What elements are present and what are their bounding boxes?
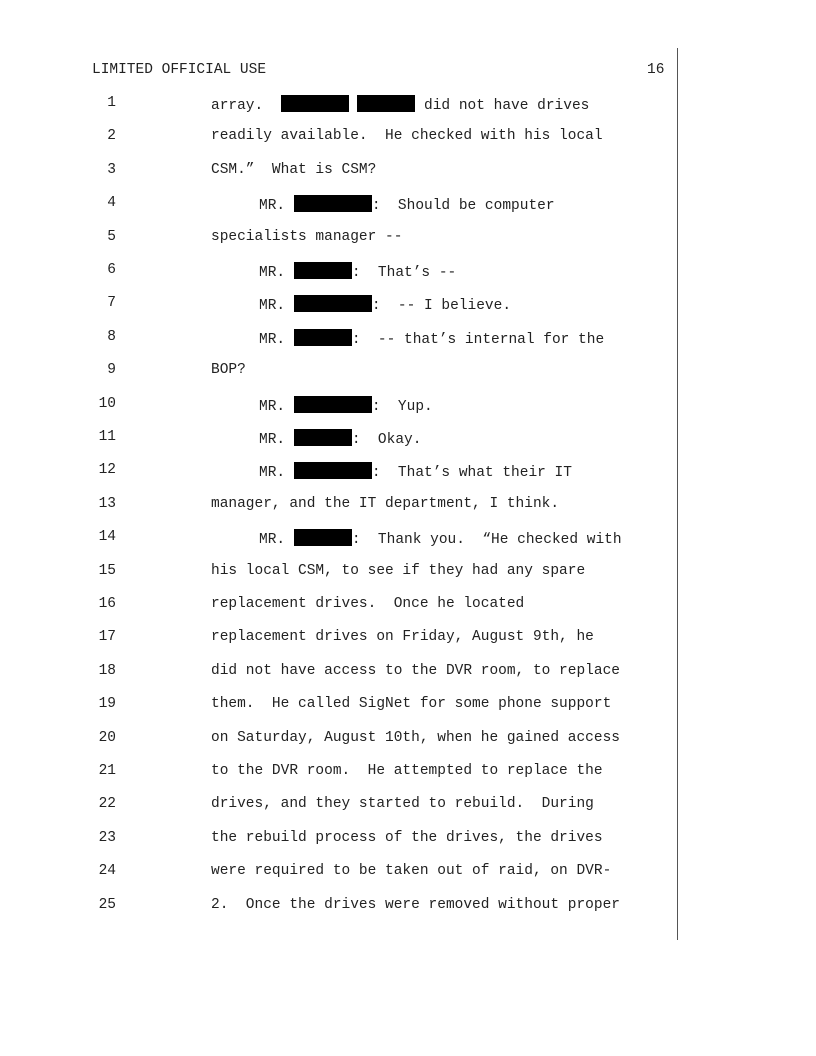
transcript-line — [0, 128, 816, 150]
line-text — [211, 596, 524, 612]
line-text — [211, 128, 603, 144]
transcript-line — [0, 362, 816, 384]
line-text-segment: did not have access to the DVR room, to replace — [211, 662, 620, 679]
line-text — [259, 462, 572, 481]
line-text — [211, 663, 620, 679]
line-text-segment: them. He called SigNet for some phone support — [211, 696, 612, 713]
line-text-segment: : Okay. — [351, 432, 422, 448]
transcript-line — [0, 295, 816, 317]
line-text — [211, 563, 585, 579]
transcript-line — [0, 696, 816, 718]
transcript-line — [0, 229, 816, 251]
line-text-segment: the rebuild process of the drives, the drives — [211, 829, 603, 846]
line-text-segment: : Yup. — [371, 398, 433, 415]
line-text-segment: to the DVR room. He attempted to replace the — [211, 763, 603, 779]
line-text-segment: readily available. He checked with his local — [211, 128, 603, 145]
line-text-segment: : Thank you. “He checked with — [351, 532, 622, 549]
line-text-segment: array. — [211, 98, 281, 114]
line-text-segment: : That’s what their IT — [371, 465, 572, 482]
line-text-segment: manager, and the IT department, I think. — [211, 495, 560, 512]
line-text — [259, 295, 511, 314]
transcript-line — [0, 529, 816, 551]
line-text-segment: : Should be computer — [371, 198, 555, 215]
line-text — [211, 95, 589, 114]
redaction-box — [294, 429, 352, 446]
line-number: 17 — [98, 629, 116, 646]
line-number: 20 — [98, 729, 116, 746]
redaction-box — [294, 462, 372, 479]
line-text — [211, 796, 594, 812]
line-text — [211, 362, 246, 378]
transcript-line — [0, 830, 816, 852]
redaction-box — [294, 529, 352, 546]
line-text-segment: MR. — [259, 198, 294, 215]
line-number: 15 — [98, 562, 116, 579]
redaction-box — [294, 262, 352, 279]
line-text — [259, 195, 555, 214]
line-text-segment — [349, 98, 358, 114]
line-text-segment: MR. — [259, 298, 294, 315]
transcript-line — [0, 863, 816, 885]
redaction-box — [357, 95, 415, 112]
line-number: 12 — [98, 462, 116, 479]
line-text — [259, 396, 433, 415]
transcript-line — [0, 396, 816, 418]
transcript-line — [0, 897, 816, 919]
line-number: 4 — [107, 195, 116, 212]
line-text-segment: : -- I believe. — [371, 298, 512, 315]
line-text-segment: MR. — [259, 265, 294, 281]
line-text-segment: 2. Once the drives were removed without proper — [211, 896, 620, 913]
line-text-segment: replacement drives on Friday, August 9th, he — [211, 629, 594, 646]
line-text-segment: BOP? — [211, 362, 246, 379]
transcript-line — [0, 462, 816, 484]
line-text — [211, 696, 611, 712]
line-number: 18 — [98, 662, 116, 679]
redaction-box — [294, 195, 372, 212]
line-number: 21 — [98, 763, 116, 779]
line-number: 25 — [98, 896, 116, 913]
line-number: 5 — [107, 228, 116, 245]
line-number: 16 — [98, 596, 116, 612]
classification-header: LIMITED OFFICIAL USE — [92, 62, 267, 78]
line-number: 19 — [98, 696, 116, 713]
line-text-segment: MR. — [259, 465, 294, 482]
redaction-box — [281, 95, 349, 112]
transcript-line — [0, 429, 816, 451]
line-number: 10 — [98, 395, 116, 412]
line-number: 8 — [107, 328, 116, 345]
line-text — [211, 229, 402, 245]
line-text — [259, 429, 421, 448]
line-number: 6 — [107, 262, 116, 278]
line-number: 13 — [98, 495, 116, 512]
transcript-line — [0, 763, 816, 785]
line-text-segment: : -- that’s internal for the — [351, 331, 605, 348]
line-number: 1 — [107, 95, 116, 111]
line-number: 22 — [98, 796, 116, 813]
line-text — [211, 730, 620, 746]
line-text-segment: on Saturday, August 10th, when he gained access — [211, 729, 620, 746]
transcript-line — [0, 796, 816, 818]
transcript-line — [0, 95, 816, 117]
line-number: 14 — [98, 529, 116, 546]
line-text — [259, 262, 456, 281]
line-text-segment: MR. — [259, 398, 294, 415]
line-number: 3 — [107, 161, 116, 178]
line-number: 7 — [107, 295, 116, 312]
line-text-segment: MR. — [259, 532, 294, 549]
line-text — [211, 863, 611, 879]
transcript-line — [0, 496, 816, 518]
line-text — [259, 329, 604, 348]
line-text-segment: MR. — [259, 331, 294, 348]
line-text — [211, 763, 603, 779]
transcript-line — [0, 563, 816, 585]
line-number: 11 — [98, 429, 116, 445]
line-number: 23 — [98, 829, 116, 846]
line-text — [211, 830, 603, 846]
line-number: 24 — [98, 863, 116, 880]
line-text — [211, 496, 559, 512]
line-text-segment: drives, and they started to rebuild. During — [211, 796, 594, 813]
line-text-segment: his local CSM, to see if they had any spare — [211, 562, 586, 579]
line-text — [211, 162, 376, 178]
transcript-line — [0, 629, 816, 651]
redaction-box — [294, 329, 352, 346]
line-text — [259, 529, 622, 548]
transcript-line — [0, 329, 816, 351]
transcript-line — [0, 663, 816, 685]
transcript-line — [0, 596, 816, 618]
redaction-box — [294, 295, 372, 312]
line-text-segment: replacement drives. Once he located — [211, 596, 525, 612]
line-text — [211, 897, 620, 913]
line-text-segment: CSM.” What is CSM? — [211, 161, 377, 178]
transcript-line — [0, 195, 816, 217]
transcript-line — [0, 162, 816, 184]
line-text-segment: : That’s -- — [351, 265, 457, 281]
transcript-line — [0, 730, 816, 752]
line-text-segment: were required to be taken out of raid, on DVR- — [211, 863, 612, 880]
line-text-segment: specialists manager -- — [211, 228, 403, 245]
line-number: 9 — [107, 362, 116, 379]
redaction-box — [294, 396, 372, 413]
transcript-line — [0, 262, 816, 284]
line-text — [211, 629, 594, 645]
line-text-segment: MR. — [259, 432, 294, 448]
line-number: 2 — [107, 128, 116, 145]
line-text-segment: did not have drives — [415, 98, 590, 114]
page-number: 16 — [647, 62, 665, 78]
